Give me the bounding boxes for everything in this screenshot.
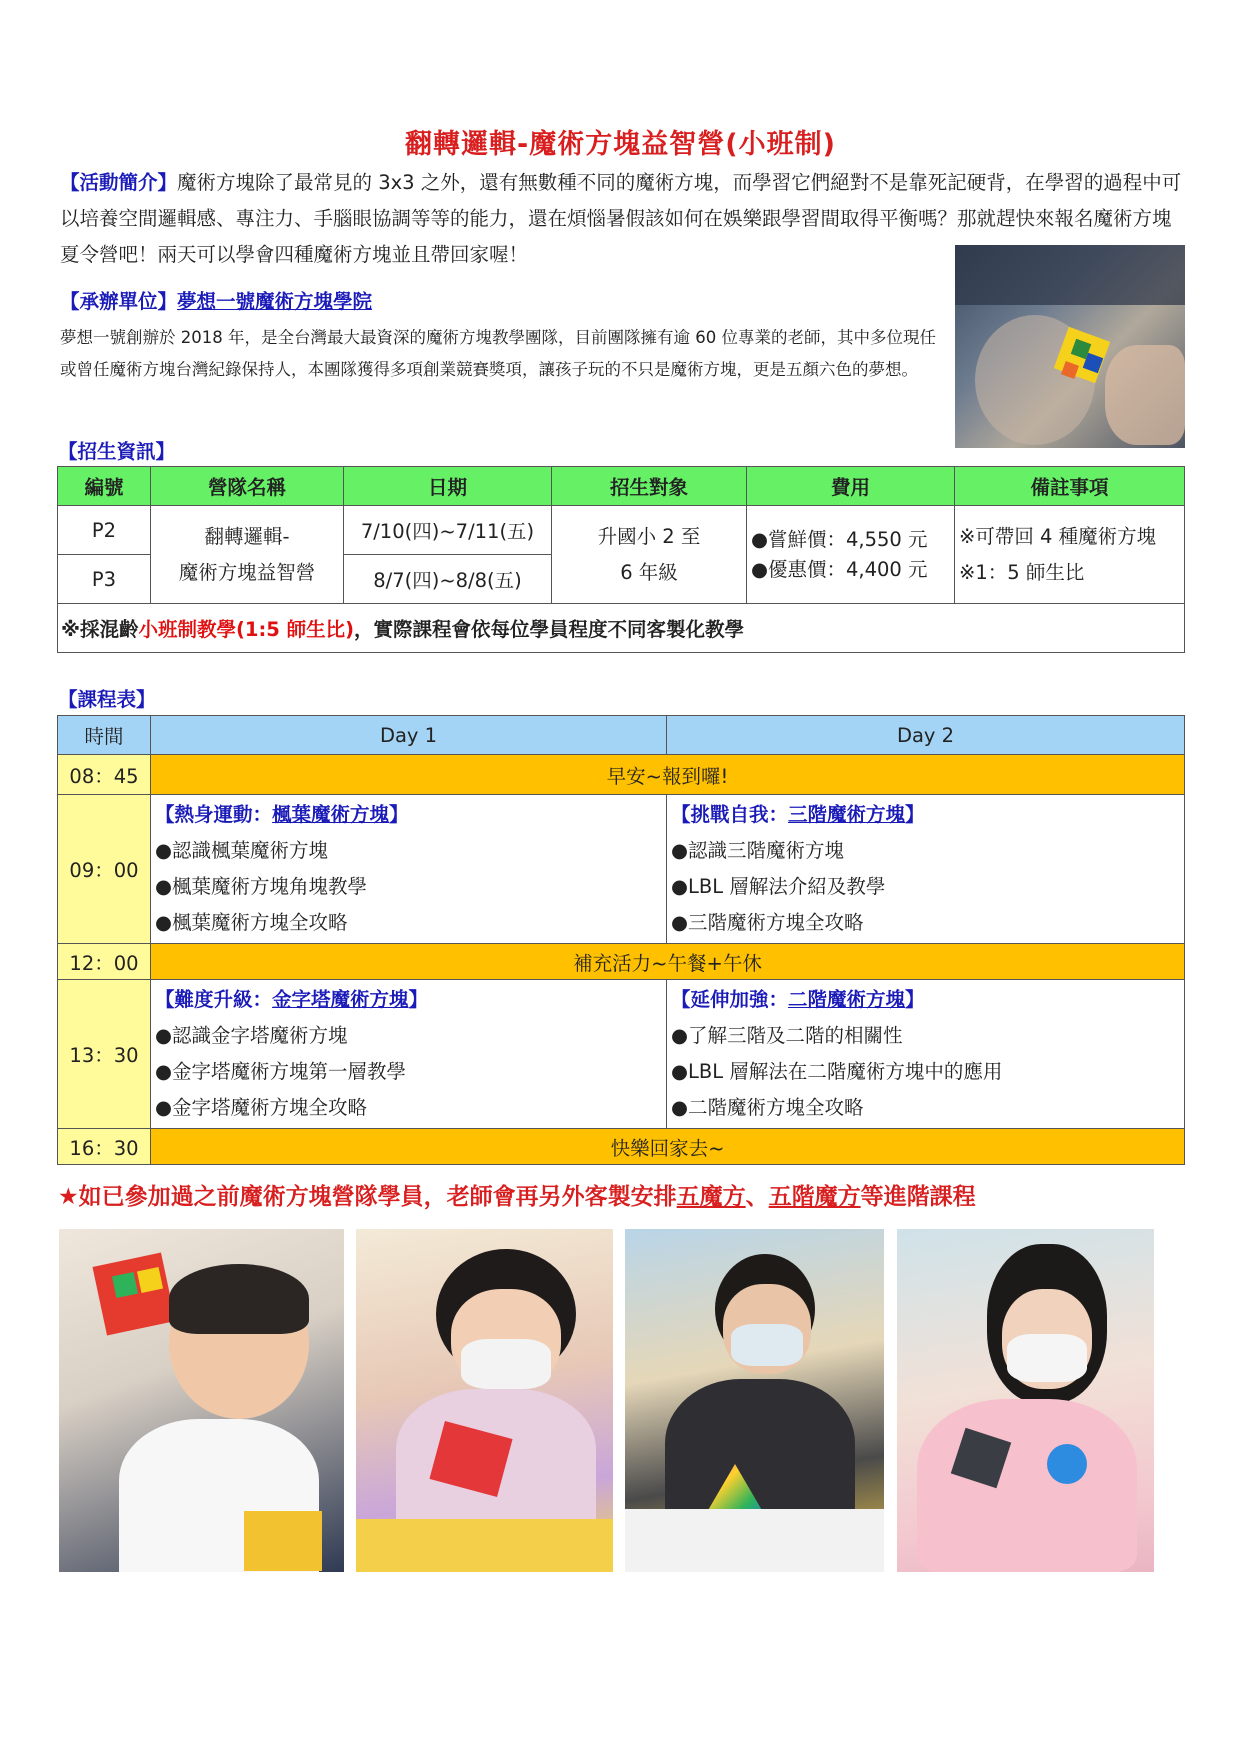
fee-cell — [747, 506, 955, 604]
session-item: ●三階魔術方塊全攻略 — [671, 911, 864, 934]
session-day2-afternoon — [667, 980, 1185, 1129]
target-cell — [552, 506, 747, 604]
row-code: P2 — [58, 506, 151, 555]
footnote-highlight: 小班制教學(1:5 師生比) — [138, 618, 355, 641]
row-date: 7/10(四)~7/11(五) — [344, 506, 552, 555]
enrollment-heading: 【招生資訊】 — [58, 440, 176, 463]
row-date: 8/7(四)~8/8(五) — [344, 555, 552, 604]
row-code: P3 — [58, 555, 151, 604]
footnote-part-a: ※採混齡 — [61, 618, 139, 641]
header-code: 編號 — [58, 467, 151, 506]
notes-cell — [955, 506, 1185, 604]
session-item: ●了解三階及二階的相關性 — [671, 1024, 903, 1047]
note-take-home: ※可帶回 4 種魔術方塊 — [959, 524, 1157, 548]
organizer-label: 【承辦單位】 — [60, 290, 178, 313]
schedule-table — [57, 715, 1185, 1165]
hands-cube-photo — [955, 245, 1185, 448]
photo-boy-with-cube — [59, 1229, 344, 1572]
advanced-course-note: ★如已參加過之前魔術方塊營隊學員，老師會再另外客製安排五魔方、五階魔方等進階課程 — [58, 1184, 976, 1210]
header-day1: Day 1 — [151, 716, 667, 755]
session-heading: 【難度升級：金字塔魔術方塊】 — [155, 988, 429, 1011]
header-notes: 備註事項 — [955, 467, 1185, 506]
photo-boy-with-pyraminx — [625, 1229, 884, 1572]
organizer-name: 夢想一號魔術方塊學院 — [177, 290, 373, 313]
session-heading: 【熱身運動：楓葉魔術方塊】 — [155, 803, 409, 826]
time-1200: 12：00 — [58, 944, 151, 980]
intro-text: 魔術方塊除了最常見的 3x3 之外，還有無數種不同的魔術方塊，而學習它們絕對不是靠死記硬背，在學習的過程中可以培養空間邏輯感、專注力、手腦眼協調等等的能力，還在煩惱暑假該如何在娛樂跟學習間取得平衡嗎？那就趕快來報名魔術方塊夏令營吧！兩天可以學會四種魔術方塊並且帶回家喔！ — [60, 171, 1182, 266]
session-item: ●金字塔魔術方塊全攻略 — [155, 1096, 368, 1119]
footnote-part-c: ，實際課程會依每位學員程度不同客製化教學 — [354, 618, 745, 641]
session-heading: 【延伸加強：二階魔術方塊】 — [671, 988, 925, 1011]
camp-name-line2: 魔術方塊益智營 — [178, 560, 316, 584]
time-1630: 16：30 — [58, 1129, 151, 1165]
camp-name-line1: 翻轉邏輯- — [204, 524, 290, 548]
enrollment-footnote — [58, 604, 1185, 653]
time-0845: 08：45 — [58, 755, 151, 795]
header-fee: 費用 — [747, 467, 955, 506]
session-heading: 【挑戰自我：三階魔術方塊】 — [671, 803, 925, 826]
time-0900: 09：00 — [58, 795, 151, 944]
session-item: ●LBL 層解法介紹及教學 — [671, 875, 886, 898]
time-1330: 13：30 — [58, 980, 151, 1129]
session-day1-afternoon — [151, 980, 667, 1129]
fee-trial: ●嘗鮮價：4,550 元 — [751, 527, 928, 551]
organizer-description: 夢想一號創辦於 2018 年，是全台灣最大最資深的魔術方塊教學團隊，目前團隊擁有逾 60 位專業的老師，其中多位現任或曾任魔術方塊台灣紀錄保持人，本團隊獲得多項創業競賽獎項，讓孩子玩的不只是魔術方塊，更是五顏六色的夢想。 — [60, 328, 936, 379]
target-line2: 6 年級 — [620, 560, 678, 584]
session-item: ●二階魔術方塊全攻略 — [671, 1096, 864, 1119]
session-item: ●楓葉魔術方塊角塊教學 — [155, 875, 368, 898]
session-item: ●金字塔魔術方塊第一層教學 — [155, 1060, 407, 1083]
intro-label: 【活動簡介】 — [60, 171, 178, 194]
session-item: ●認識金字塔魔術方塊 — [155, 1024, 348, 1047]
header-time: 時間 — [58, 716, 151, 755]
photo-girl-with-mirror-cube — [897, 1229, 1154, 1572]
photo-girl-with-cube — [356, 1229, 613, 1572]
header-target: 招生對象 — [552, 467, 747, 506]
session-item: ●楓葉魔術方塊全攻略 — [155, 911, 348, 934]
note-ratio: ※1：5 師生比 — [959, 560, 1085, 584]
organizer-heading — [60, 286, 372, 314]
schedule-heading: 【課程表】 — [58, 688, 156, 711]
enrollment-table — [57, 466, 1185, 653]
goodbye-row: 快樂回家去~ — [151, 1129, 1185, 1165]
session-item: ●LBL 層解法在二階魔術方塊中的應用 — [671, 1060, 1003, 1083]
header-day2: Day 2 — [667, 716, 1185, 755]
session-item: ●認識楓葉魔術方塊 — [155, 839, 329, 862]
session-day2-morning — [667, 795, 1185, 944]
camp-name-cell — [151, 506, 344, 604]
lunch-row: 補充活力~午餐+午休 — [151, 944, 1185, 980]
header-camp-name: 營隊名稱 — [151, 467, 344, 506]
checkin-row: 早安~報到囉! — [151, 755, 1185, 795]
page-title: 翻轉邏輯-魔術方塊益智營(小班制) — [405, 129, 836, 160]
header-date: 日期 — [344, 467, 552, 506]
target-line1: 升國小 2 至 — [597, 524, 701, 548]
fee-discount: ●優惠價：4,400 元 — [751, 557, 928, 581]
session-day1-morning — [151, 795, 667, 944]
session-item: ●認識三階魔術方塊 — [671, 839, 845, 862]
